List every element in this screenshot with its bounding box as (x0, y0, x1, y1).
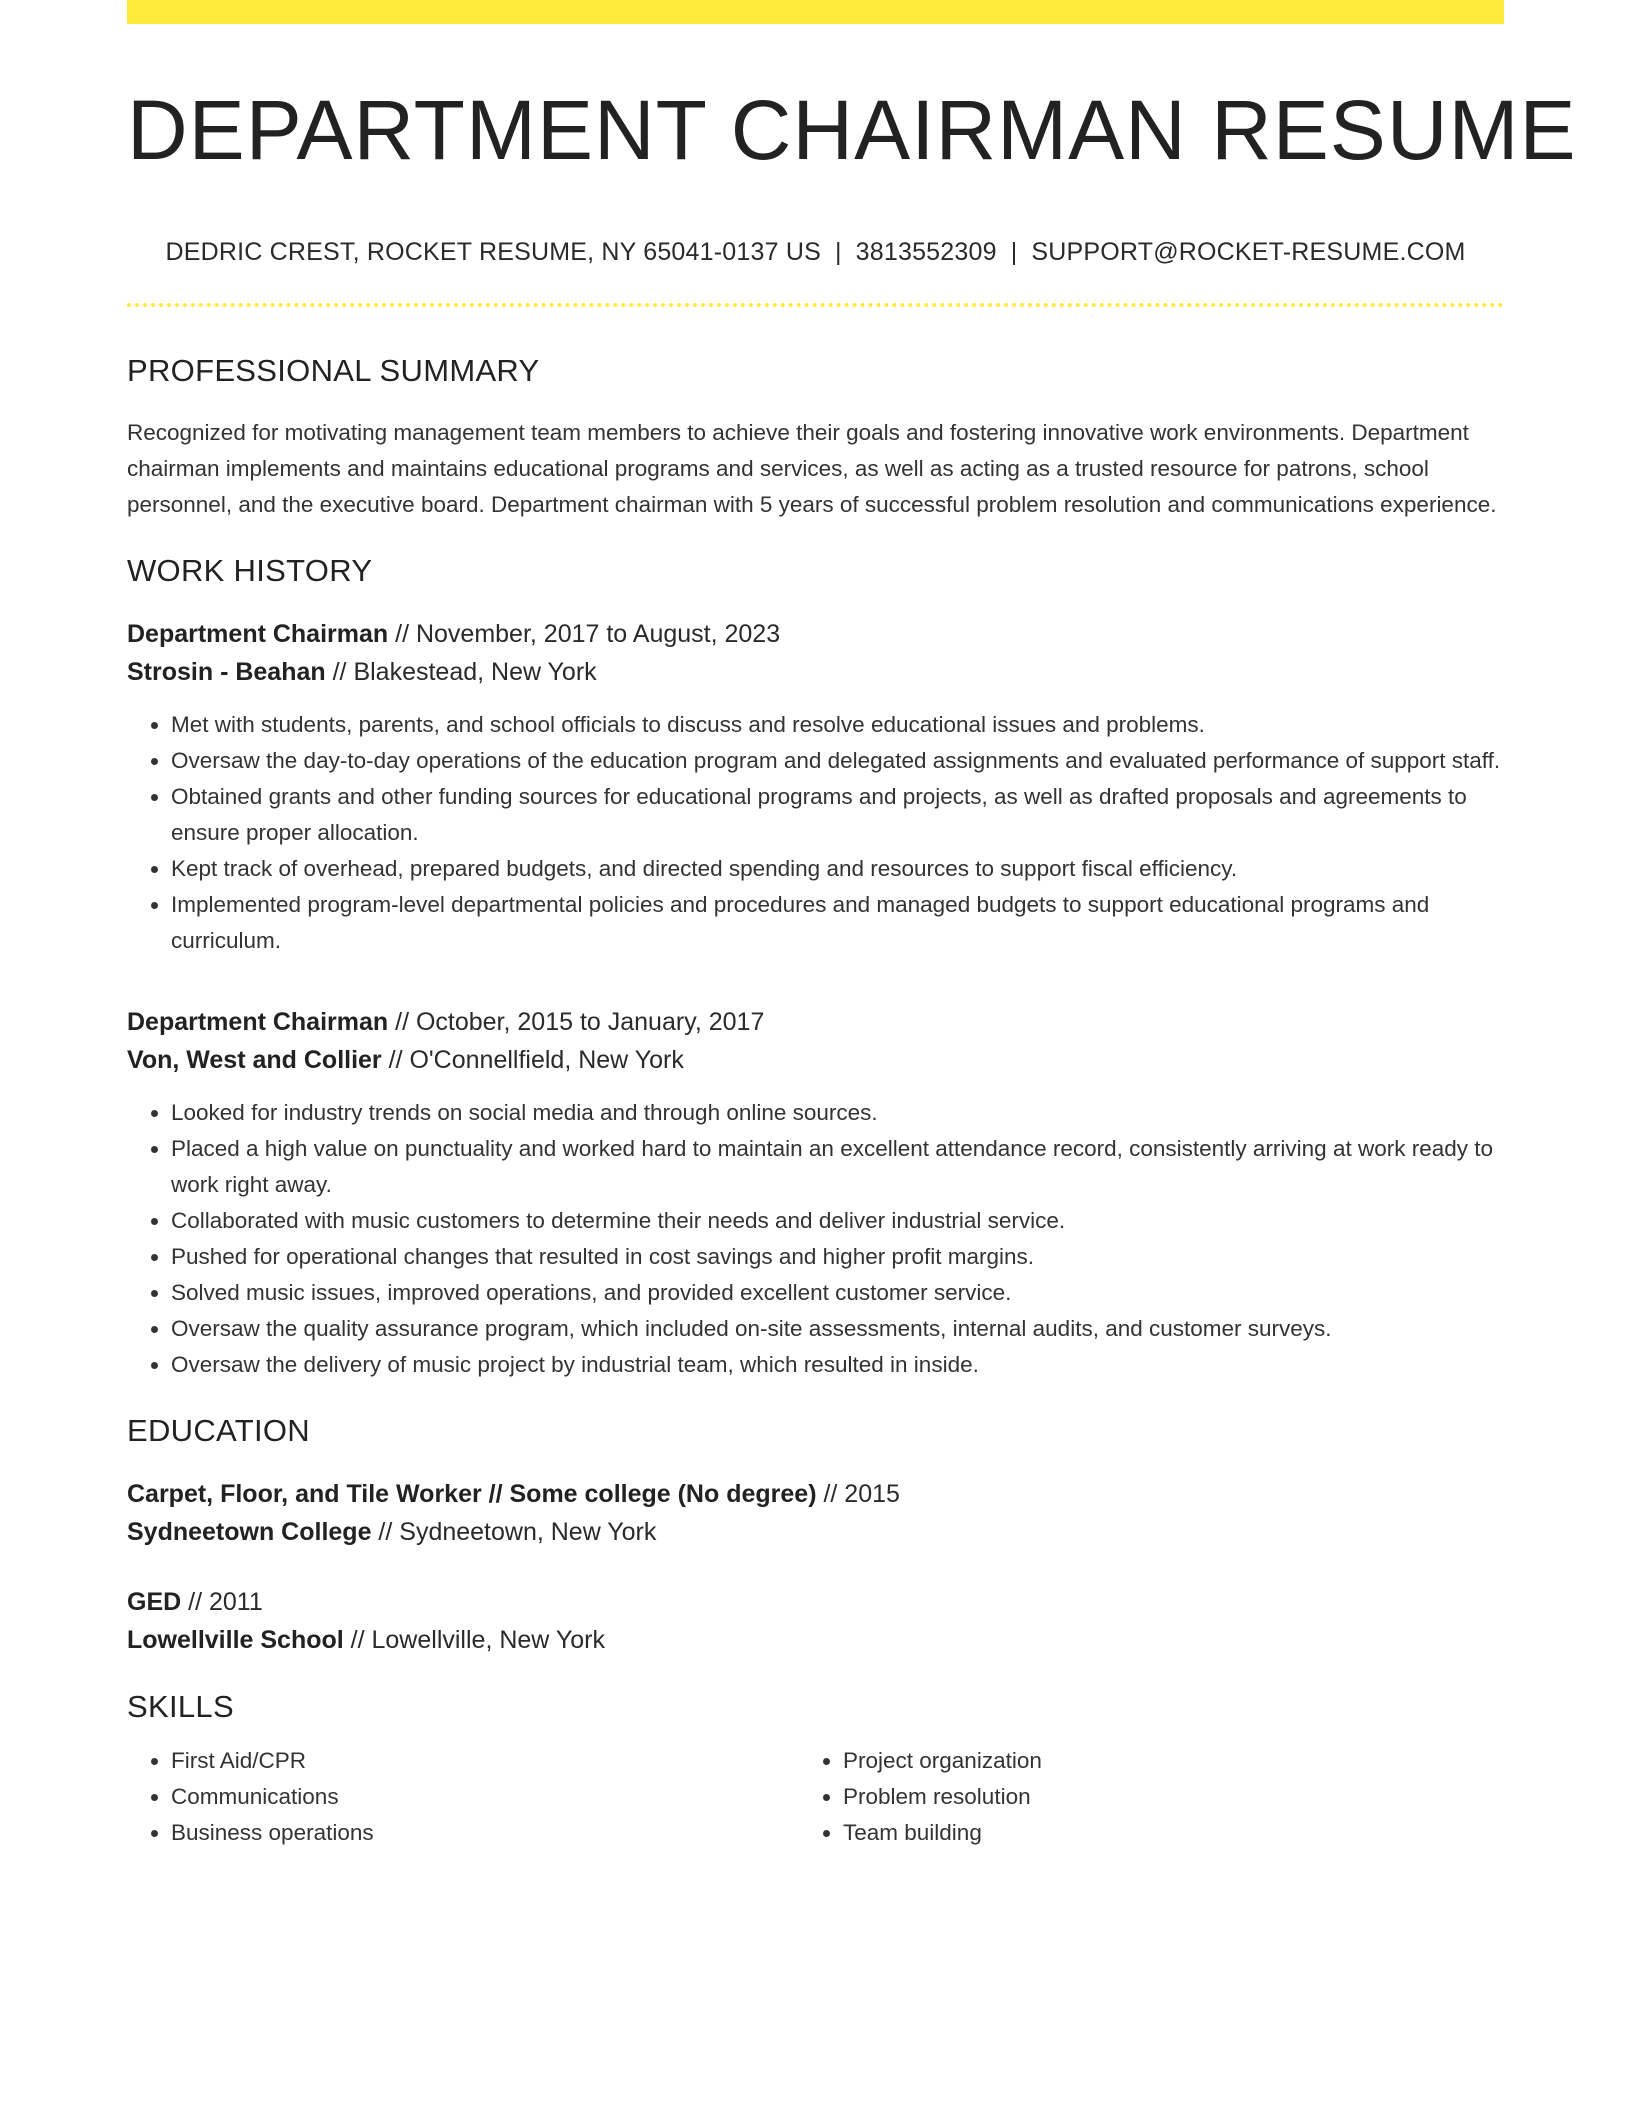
job-entry (127, 615, 1504, 959)
education-degree-line (127, 1475, 1504, 1513)
contact-line (127, 238, 1504, 267)
job-bullet: • Pushed for operational changes that resulted in cost savings and higher profit margins. (171, 1239, 1504, 1275)
job-bullet: • Looked for industry trends on social media and through online sources. (171, 1095, 1504, 1131)
job-bullets (127, 707, 1504, 959)
education-school-line (127, 1621, 1504, 1659)
job-bullet: • Obtained grants and other funding sources for educational programs and projects, as well as drafted proposals and agreements to ensure proper allocation. (171, 779, 1504, 851)
job-location: // O'Connellfield, New York (381, 1046, 684, 1075)
skill-item: • Problem resolution (843, 1779, 1471, 1815)
top-accent-bar (127, 0, 1504, 24)
job-dates: // October, 2015 to January, 2017 (388, 1008, 765, 1037)
contact-phone: 3813552309 (855, 238, 997, 267)
education-location: // Lowellville, New York (343, 1626, 605, 1655)
job-bullet: • Kept track of overhead, prepared budgets, and directed spending and resources to support fiscal efficiency. (171, 851, 1504, 887)
work-history-heading: WORK HISTORY (127, 553, 373, 589)
education-school: Sydneetown College (127, 1518, 372, 1547)
job-title: Department Chairman (127, 620, 389, 649)
skills-heading: SKILLS (127, 1689, 234, 1725)
education-degree: GED (127, 1588, 182, 1617)
job-bullet: • Oversaw the day-to-day operations of the education program and delegated assignments and evaluated performance of support staff. (171, 743, 1504, 779)
education-entry (127, 1583, 1504, 1659)
resume-page (127, 0, 1577, 1851)
skills-column-right (799, 1743, 1471, 1851)
education-school: Lowellville School (127, 1626, 344, 1655)
contact-email: SUPPORT@ROCKET-RESUME.COM (1031, 238, 1466, 267)
job-bullet: • Solved music issues, improved operations, and provided excellent customer service. (171, 1275, 1504, 1311)
skills-grid (127, 1743, 1504, 1851)
job-bullets (127, 1095, 1504, 1383)
education-school-line (127, 1513, 1504, 1551)
job-location: // Blakestead, New York (325, 658, 597, 687)
education-location: // Sydneetown, New York (371, 1518, 657, 1547)
job-company-line (127, 1041, 1504, 1079)
skill-item: • First Aid/CPR (171, 1743, 799, 1779)
education-degree-line (127, 1583, 1504, 1621)
job-dates: // November, 2017 to August, 2023 (388, 620, 781, 649)
job-title-line (127, 615, 1504, 653)
education-entry (127, 1475, 1504, 1551)
page-title: DEPARTMENT CHAIRMAN RESUME (127, 83, 1577, 177)
contact-address: DEDRIC CREST, ROCKET RESUME, NY 65041-0137 US (165, 238, 821, 267)
skill-item: • Communications (171, 1779, 799, 1815)
summary-text: Recognized for motivating management team members to achieve their goals and fostering innovative work environments. Department chairman implements and maintains educational programs and services, as well as acting as a trusted resource for patrons, school personnel, and the executive board. Department chairman with 5 years of successful problem resolution and communications experience. (127, 420, 1497, 518)
education-degree: Carpet, Floor, and Tile Worker // Some college (No degree) (127, 1480, 817, 1509)
job-entry (127, 1003, 1504, 1383)
contact-separator: | (1010, 238, 1018, 267)
job-company: Strosin - Beahan (127, 658, 326, 687)
job-bullet: • Implemented program-level departmental policies and procedures and managed budgets to support educational programs and curriculum. (171, 887, 1504, 959)
job-bullet: • Oversaw the delivery of music project by industrial team, which resulted in inside. (171, 1347, 1504, 1383)
skill-item: • Project organization (843, 1743, 1471, 1779)
job-company-line (127, 653, 1504, 691)
summary-heading: PROFESSIONAL SUMMARY (127, 353, 540, 389)
skills-column-left (127, 1743, 799, 1851)
contact-separator: | (834, 238, 842, 267)
job-company: Von, West and Collier (127, 1046, 382, 1075)
job-bullet: • Oversaw the quality assurance program, which included on-site assessments, internal audits, and customer surveys. (171, 1311, 1504, 1347)
dotted-divider (127, 303, 1504, 307)
education-heading: EDUCATION (127, 1413, 310, 1449)
job-bullet: • Met with students, parents, and school officials to discuss and resolve educational issues and problems. (171, 707, 1504, 743)
education-year: // 2011 (181, 1588, 263, 1617)
job-title-line (127, 1003, 1504, 1041)
job-bullet: • Collaborated with music customers to determine their needs and deliver industrial service. (171, 1203, 1504, 1239)
education-year: // 2015 (816, 1480, 900, 1509)
job-bullet: • Placed a high value on punctuality and worked hard to maintain an excellent attendance record, consistently arriving at work ready to work right away. (171, 1131, 1504, 1203)
job-title: Department Chairman (127, 1008, 389, 1037)
skill-item: • Business operations (171, 1815, 799, 1851)
skill-item: • Team building (843, 1815, 1471, 1851)
